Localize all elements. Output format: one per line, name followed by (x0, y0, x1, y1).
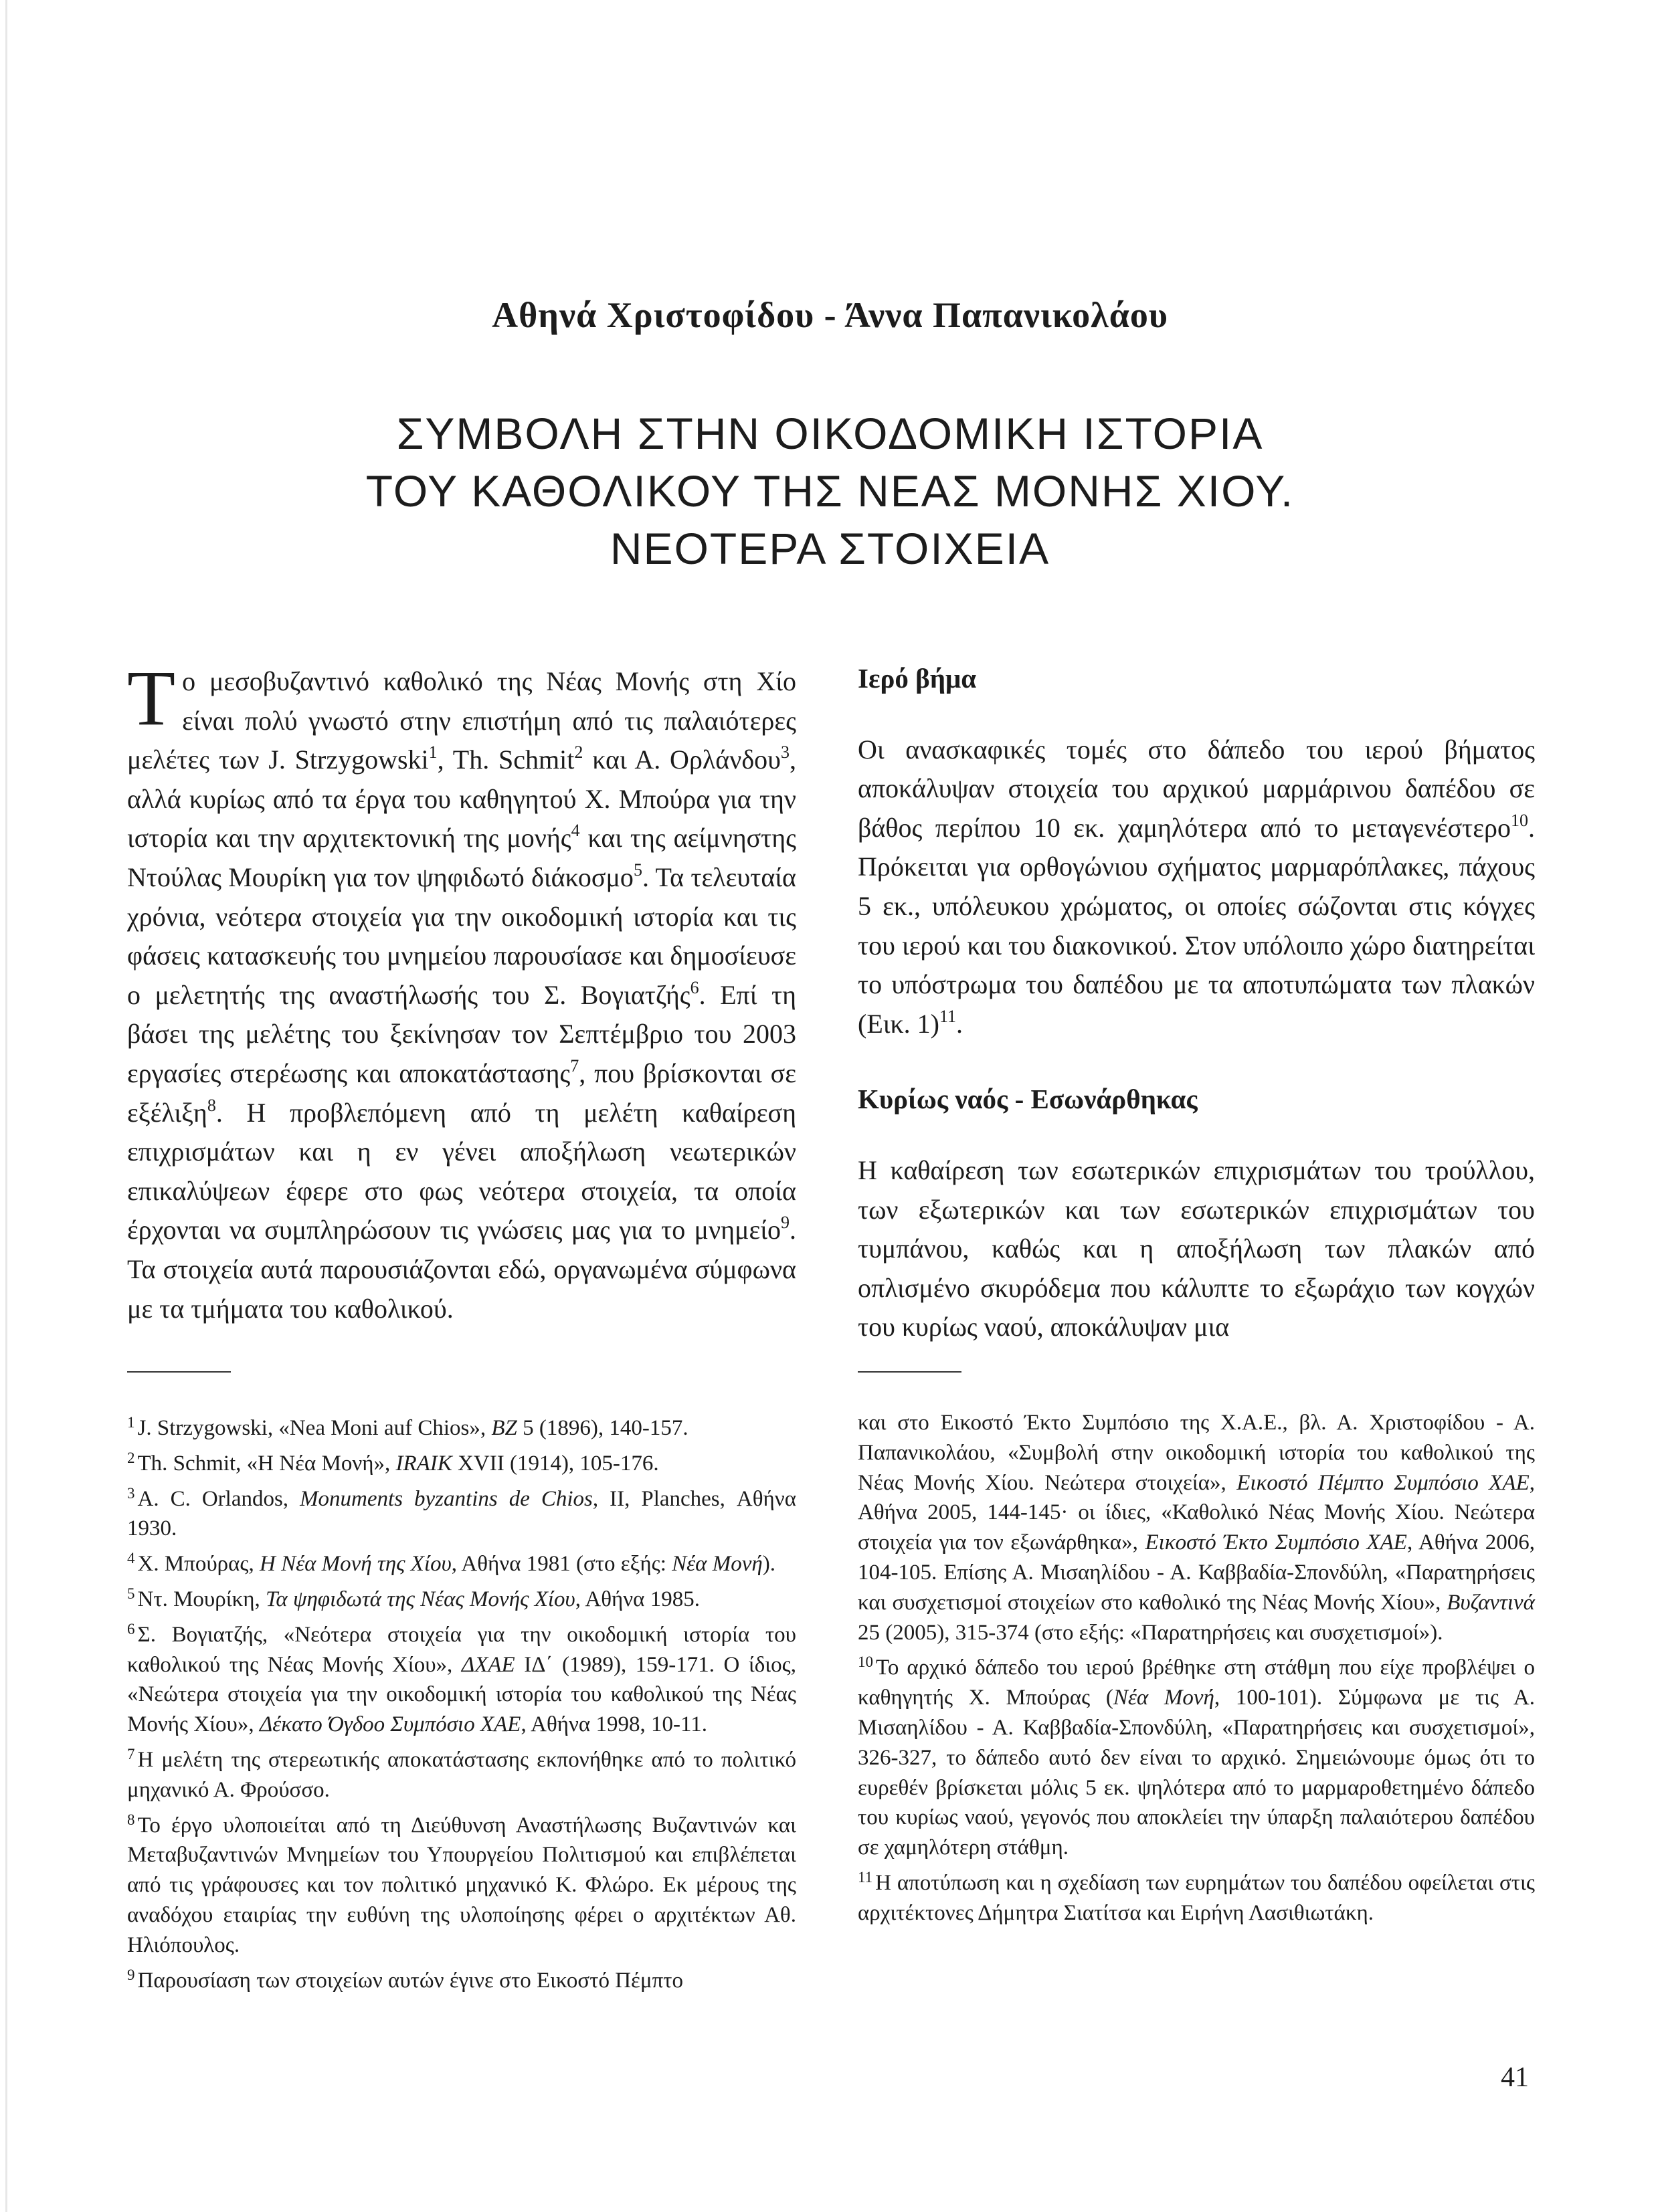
footnote-ref: 10 (1511, 810, 1528, 830)
footnotes-right (858, 1408, 1535, 1928)
footnote-ref: 3 (781, 742, 790, 763)
footnote-ref: 2 (574, 742, 583, 763)
footnote-number: 8 (127, 1811, 135, 1828)
italic-text: Δέκατο Όγδοο Συμπόσιο ΧΑΕ (259, 1712, 521, 1737)
footnote-number: 7 (127, 1745, 135, 1763)
italic-text: Νέα Μονή (672, 1552, 763, 1577)
footnote-rule-left (127, 1371, 231, 1373)
title-line: ΣΥΜΒΟΛΗ ΣΤΗΝ ΟΙΚΟΔΟΜΙΚΗ ΙΣΤΟΡΙΑ (396, 409, 1264, 458)
footnote-number: 2 (127, 1449, 135, 1466)
footnote: $^6$ Σ. Βογιατζής, «Νεότερα στοιχεία για την οικοδομική ιστορία του καθολικού της Νέας Μονής Χίου», ΔΧΑΕ ΙΔ΄ (1989), 159-171. Ο ίδιος, «Νεώτερα στοιχεία για την οικοδομική ιστορία του καθολικού της Νέας Μονής Χίου», Δέκατο Όγδοο Συμπόσιο ΧΑΕ, Αθήνα 1998, 10-11. (127, 1620, 796, 1737)
footnote: $^7$ Η μελέτη της στερεωτικής αποκατάστασης εκπονήθηκε από το πολιτικό μηχανικό Α. Φρούσσο. (127, 1745, 796, 1802)
body-column-right (858, 659, 1535, 1347)
footnote-ref: 7 (570, 1055, 579, 1076)
footnote-ref: 5 (633, 860, 642, 880)
article-title (0, 405, 1660, 577)
footnote-number: 9 (127, 1966, 135, 1983)
footnote-ref: 11 (939, 1006, 957, 1026)
page-number: 41 (1501, 2062, 1529, 2093)
footnote-number: 3 (127, 1484, 135, 1502)
footnote-number: 10 (858, 1653, 873, 1671)
footnote-number: 1 (127, 1414, 135, 1431)
footnote-ref: 1 (428, 742, 438, 763)
section-heading-naos: Κυρίως ναός - Εσωνάρθηκας (858, 1084, 1198, 1115)
title-line: ΝΕΟΤΕΡΑ ΣΤΟΙΧΕΙΑ (610, 524, 1050, 573)
footnote: $^{10}$ Το αρχικό δάπεδο του ιερού βρέθηκε στη στάθμη που είχε προβλέψει ο καθηγητής Χ. Μπούρας (Νέα Μονή, 100-101). Σύμφωνα με τις Α. Μισαηλίδου - Α. Καββαδία-Σπονδύλη, «Παρατηρήσεις και συσχετισμοί», 326-327, το δάπεδο αυτό δεν είναι το αρχικό. Σημειώνουμε όμως ότι το ευρεθέν βρίσκεται μόλις 5 εκ. ψηλότερα από το μαρμαροθετημένο δάπεδο του κυρίως ναού, γεγονός που αποκλείει την ύπαρξη παλαιότερου δαπέδου σε χαμηλότερη στάθμη. (858, 1653, 1536, 1860)
footnote-ref: 8 (207, 1095, 216, 1115)
footnote-ref: 4 (571, 821, 580, 841)
italic-text: IRAIK (395, 1451, 452, 1476)
italic-text: BZ (491, 1416, 517, 1440)
footnote-ref: 6 (690, 977, 699, 997)
footnote-number: 11 (858, 1868, 873, 1886)
footnote-ref: 9 (781, 1213, 790, 1233)
title-line: ΤΟΥ ΚΑΘΟΛΙΚΟΥ ΤΗΣ ΝΕΑΣ ΜΟΝΗΣ ΧΙΟΥ. (365, 466, 1295, 516)
italic-text: Εικοστό Έκτο Συμπόσιο ΧΑΕ (1145, 1530, 1407, 1555)
footnote-number: 4 (127, 1550, 135, 1567)
footnote: $^5$ Ντ. Μουρίκη, Τα ψηφιδωτά της Νέας Μονής Χίου, Αθήνα 1985. (127, 1585, 700, 1611)
intro-paragraph (127, 654, 797, 1328)
paragraph-naos: Η καθαίρεση των εσωτερικών επιχρισμάτων του τρούλλου, των εξωτερικών και των εσωτερικών επιχρισμάτων του τυμπάνου, καθώς και η αποξήλωση των πλακών από οπλισμένο σκυρόδεμα που κάλυπτε το εξωράχιο των κογχών του κυρίως ναού, αποκάλυψαν μια (858, 1154, 1535, 1342)
footnote: $^4$ Χ. Μπούρας, Η Νέα Μονή της Χίου, Αθήνα 1981 (στο εξής: Νέα Μονή). (127, 1550, 775, 1577)
footnote: $^9$ Παρουσίαση των στοιχείων αυτών έγινε στο Εικοστό Πέμπτο (127, 1966, 684, 1993)
footnotes-left (127, 1408, 796, 1995)
footnote-number: 5 (127, 1585, 135, 1602)
italic-text: Monuments byzantins de Chios (300, 1486, 593, 1511)
body-column-left (127, 654, 797, 1328)
italic-text: Εικοστό Πέμπτο Συμπόσιο ΧΑΕ (1236, 1470, 1530, 1495)
footnote: και στο Εικοστό Έκτο Συμπόσιο της Χ.Α.Ε., βλ. Α. Χριστοφίδου - Α. Παπανικολάου, «Συμβολή στην οικοδομική ιστορία του καθολικού της Νέας Μονής Χίου. Νεώτερα στοιχεία», Εικοστό Πέμπτο Συμπόσιο ΧΑΕ, Αθήνα 2005, 144-145· οι ίδιες, «Καθολικό Νέας Μονής Χίου. Νεώτερα στοιχεία για τον εξωνάρθηκα», Εικοστό Έκτο Συμπόσιο ΧΑΕ, Αθήνα 2006, 104-105. Επίσης Α. Μισαηλίδου - Α. Καββαδία-Σπονδύλη, «Παρατηρήσεις και συσχετισμοί στοιχείων στο καθολικό της Νέας Μονής Χίου», Βυζαντινά 25 (2005), 315-374 (στο εξής: «Παρατηρήσεις και συσχετισμοί»). (858, 1411, 1535, 1645)
footnote: $^2$ Th. Schmit, «Η Νέα Μονή», IRAIK XVII (1914), 105-176. (127, 1449, 659, 1476)
footnote-number: 6 (127, 1620, 135, 1637)
footnote-rule-right (858, 1371, 961, 1373)
authors: Αθηνά Χριστοφίδου - Άννα Παπανικολάου (492, 295, 1168, 335)
footnote: $^8$ Το έργο υλοποιείται από τη Διεύθυνση Αναστήλωσης Βυζαντινών και Μεταβυζαντινών Μνημείων του Υπουργείου Πολιτισμού και επιβλέπεται από τις γράφουσες και τον πολιτικό μηχανικό Κ. Φλώρο. Εκ μέρους της αναδόχου εταιρίας την ευθύνη της υλοποίησης φέρει ο αρχιτέκτων Αθ. Ηλιόπουλος. (127, 1811, 796, 1957)
footnote: $^3$ A. C. Orlandos, Monuments byzantins de Chios, II, Planches, Αθήνα 1930. (127, 1484, 796, 1541)
italic-text: ΔΧΑΕ (461, 1652, 515, 1677)
section-heading-sanctuary: Ιερό βήμα (858, 663, 977, 694)
italic-text: Νέα Μονή (1113, 1686, 1214, 1710)
paragraph-sanctuary: Οι ανασκαφικές τομές στο δάπεδο του ιερού βήματος αποκάλυψαν στοιχεία του αρχικού μαρμάρινου δαπέδου σε βάθος περίπου 10 εκ. χαμηλότερα από το μεταγενέστερο$^{10}$. Πρόκειται για ορθογώνιου σχήματος μαρμαρόπλακες, πάχους 5 εκ., υπόλευκου χρώματος, οι οποίες σώζονται στις κόγχες του ιερού και του διακονικού. Στον υπόλοιπο χώρο διατηρείται το υπόστρωμα του δαπέδου με τα αποτυπώματα των πλακών (Εικ. 1)$^{11}$. (858, 734, 1535, 1039)
italic-text: Βυζαντινά (1447, 1590, 1535, 1615)
drop-cap: Τ (127, 654, 176, 742)
italic-text: Η Νέα Μονή της Χίου (260, 1552, 452, 1577)
footnote: $^1$ J. Strzygowski, «Nea Moni auf Chios», BZ 5 (1896), 140-157. (127, 1414, 688, 1440)
intro-text: ο μεσοβυζαντινό καθολικό της Νέας Μονής στη Χίο είναι πολύ γνωστό στην επιστήμη από τις παλαιότερες μελέτες των J. Strzygowski$^1$, Th. Schmit$^2$ και Α. Ορλάνδου$^3$, αλλά κυρίως από τα έργα του καθηγητού Χ. Μπούρα για την ιστορία και την αρχιτεκτονική της μονής$^4$ και της αείμνηστης Ντούλας Μουρίκη για τον ψηφιδωτό διάκοσμο$^5$. Τα τελευταία χρόνια, νεότερα στοιχεία για την οικοδομική ιστορία και τις φάσεις κατασκευής του μνημείου παρουσίασε και δημοσίευσε ο μελετητής της αναστήλωσής του Σ. Βογιατζής$^6$. Επί τη βάσει της μελέτης του ξεκίνησαν τον Σεπτέμβριο του 2003 εργασίες στερέωσης και αποκατάστασης$^7$, που βρίσκονται σε εξέλιξη$^8$. Η προβλεπόμενη από τη μελέτη καθαίρεση επιχρισμάτων και η εν γένει αποξήλωση νεωτερικών επικαλύψεων έφερε στο φως νεότερα στοιχεία, τα οποία έρχονται να συμπληρώσουν τις γνώσεις μας για το μνημείο$^9$. Τα στοιχεία αυτά παρουσιάζονται εδώ, οργανωμένα σύμφωνα με τα τμήματα του καθολικού. (127, 666, 797, 1324)
footnote: $^{11}$ Η αποτύπωση και η σχεδίαση των ευρημάτων του δαπέδου οφείλεται στις αρχιτέκτονες Δήμητρα Σιατίτσα και Ειρήνη Λασιθιωτάκη. (858, 1868, 1535, 1925)
italic-text: Τα ψηφιδωτά της Νέας Μονής Χίου (266, 1587, 575, 1611)
